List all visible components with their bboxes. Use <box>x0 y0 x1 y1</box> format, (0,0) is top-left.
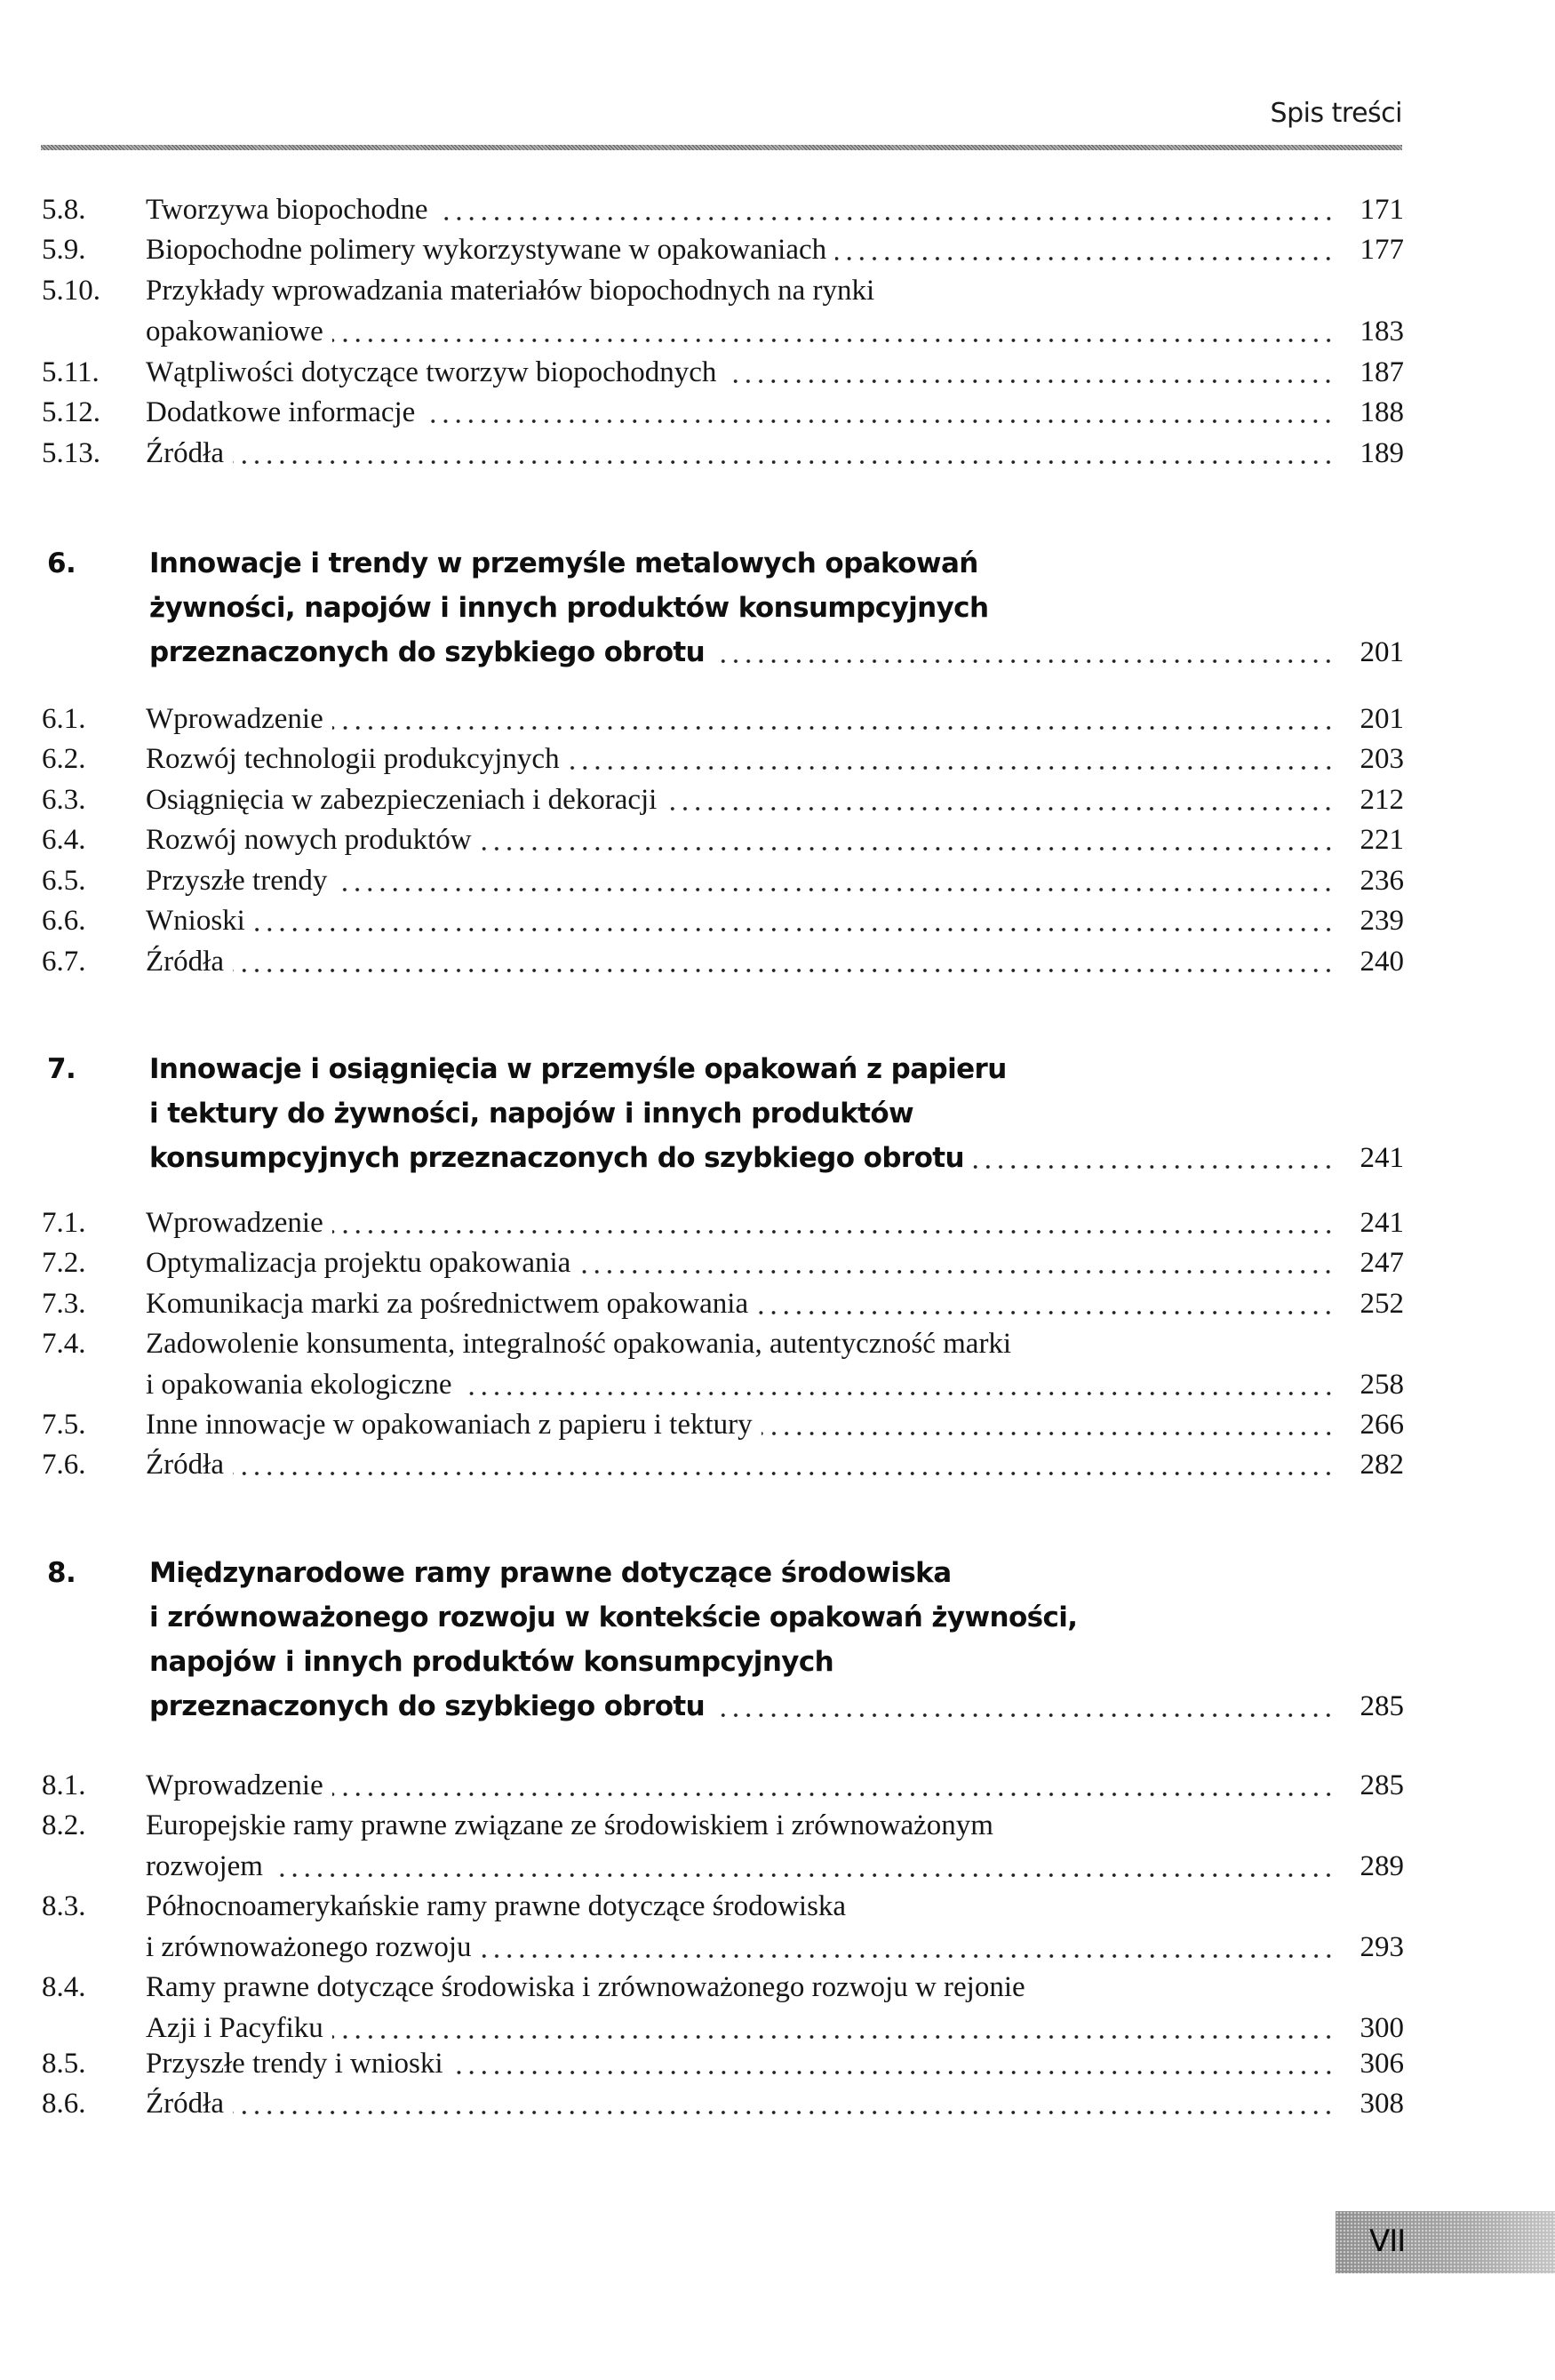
toc-section-entry <box>42 1449 1404 1488</box>
toc-entry-number: 5.8. <box>42 194 86 226</box>
toc-entry-title: Źródła <box>146 1449 224 1481</box>
toc-entry-number: 8.3. <box>42 1890 86 1922</box>
toc-section-entry <box>42 1890 1404 1929</box>
toc-entry-title: Innowacje i osiągnięcia w przemyśle opakowań z papieru <box>149 1053 1007 1085</box>
toc-section-entry <box>42 1288 1404 1327</box>
dot-leader <box>714 659 1335 663</box>
toc-entry-page-number: 171 <box>1360 194 1404 226</box>
toc-entry-line <box>146 437 1404 469</box>
toc-entry-page-number: 201 <box>1360 703 1404 735</box>
dot-leader <box>725 379 1335 383</box>
dot-leader <box>254 928 1335 931</box>
toc-entry-page-number: 306 <box>1360 2048 1404 2080</box>
dot-leader <box>233 2111 1335 2114</box>
dot-leader <box>233 1472 1335 1475</box>
toc-entry-title: Azji i Pacyfiku <box>146 2011 323 2044</box>
toc-entry-number: 7.5. <box>42 1409 86 1441</box>
toc-entry-number: 6.2. <box>42 743 86 775</box>
toc-entry-line <box>146 1288 1404 1320</box>
toc-section-entry <box>42 2048 1404 2087</box>
toc-entry-title: Ramy prawne dotyczące środowiska i zrównoważonego rozwoju w rejonie <box>146 1971 1025 2003</box>
toc-entry-line <box>146 1890 1404 1922</box>
toc-entry-number: 7.3. <box>42 1288 86 1320</box>
toc-section-entry <box>42 824 1404 863</box>
toc-entry-title: Wątpliwości dotyczące tworzyw biopochodnych <box>146 356 717 388</box>
toc-entry-number: 5.13. <box>42 437 100 469</box>
dot-leader <box>424 419 1335 423</box>
toc-entry-line <box>146 1809 1404 1841</box>
toc-entry-title: Przyszłe trendy i wnioski <box>146 2048 443 2080</box>
toc-entry-line <box>146 275 1404 307</box>
toc-entry-title: Optymalizacja projektu opakowania <box>146 1247 571 1279</box>
toc-entry-line <box>146 2048 1404 2080</box>
toc-entry-number: 6.7. <box>42 946 86 978</box>
toc-entry-page-number: 300 <box>1360 2011 1404 2044</box>
toc-entry-title: Dodatkowe informacje <box>146 396 416 428</box>
toc-entry-page-number: 201 <box>1360 636 1404 668</box>
toc-entry-title: Północnoamerykańskie ramy prawne dotyczące środowiska <box>146 1890 847 1922</box>
toc-entry-page-number: 247 <box>1360 1247 1404 1279</box>
toc-entry-number: 6.3. <box>42 784 86 816</box>
toc-entry-line <box>149 1646 1404 1678</box>
toc-section-entry <box>42 437 1404 476</box>
toc-entry-title: Tworzywa biopochodne <box>146 194 428 226</box>
toc-chapter-entry <box>42 1646 1404 1685</box>
toc-entry-title: i opakowania ekologiczne <box>146 1368 452 1401</box>
toc-entry-page-number: 189 <box>1360 437 1404 469</box>
toc-section-entry <box>42 946 1404 985</box>
toc-entry-line <box>146 1931 1404 1963</box>
dot-leader <box>437 217 1335 220</box>
toc-entry-title: Źródła <box>146 437 224 469</box>
toc-entry-title: konsumpcyjnych przeznaczonych do szybkiego obrotu <box>149 1142 964 1174</box>
toc-chapter-entry <box>42 1053 1404 1092</box>
toc-chapter-entry <box>42 547 1404 587</box>
toc-chapter-entry <box>42 1098 1404 1137</box>
toc-entry-page-number: 212 <box>1360 784 1404 816</box>
toc-section-entry <box>42 1207 1404 1246</box>
dot-leader <box>233 969 1335 972</box>
toc-entry-line <box>146 194 1404 226</box>
dot-leader <box>233 460 1335 464</box>
toc-entry-page-number: 203 <box>1360 743 1404 775</box>
toc-entry-title: Zadowolenie konsumenta, integralność opakowania, autentyczność marki <box>146 1328 1012 1360</box>
dot-leader <box>332 726 1335 730</box>
toc-entry-title: i zrównoważonego rozwoju w kontekście opakowań żywności, <box>149 1601 1078 1633</box>
running-head-title: Spis treści <box>1270 98 1402 129</box>
dot-leader <box>481 1954 1335 1958</box>
dot-leader <box>481 847 1335 851</box>
toc-entry-line <box>149 1142 1404 1174</box>
dot-leader <box>666 807 1335 811</box>
toc-entry-line <box>149 547 1404 579</box>
toc-entry-title: Przyszłe trendy <box>146 865 328 897</box>
dot-leader <box>332 2035 1335 2039</box>
toc-entry-page-number: 293 <box>1360 1930 1404 1963</box>
toc-section-entry <box>42 1409 1404 1448</box>
dot-leader <box>762 1432 1335 1435</box>
toc-section-entry <box>42 743 1404 782</box>
dot-leader <box>579 1270 1335 1274</box>
toc-entry-line <box>146 1247 1404 1279</box>
toc-entry-page-number: 241 <box>1360 1142 1404 1174</box>
toc-entry-page-number: 282 <box>1360 1449 1404 1481</box>
toc-entry-line <box>149 1098 1404 1130</box>
toc-entry-page-number: 221 <box>1360 824 1404 856</box>
toc-entry-number: 8.2. <box>42 1809 86 1841</box>
toc-entry-line <box>149 636 1404 668</box>
toc-entry-number: 6.6. <box>42 905 86 937</box>
toc-entry-page-number: 236 <box>1360 865 1404 897</box>
dot-leader <box>452 2071 1335 2074</box>
toc-entry-line <box>146 1449 1404 1481</box>
toc-chapter-entry <box>42 1557 1404 1596</box>
toc-section-entry <box>42 396 1404 435</box>
toc-entry-page-number: 252 <box>1360 1288 1404 1320</box>
dot-leader <box>332 1793 1335 1796</box>
toc-chapter-entry <box>42 1142 1404 1181</box>
toc-entry-number: 8.1. <box>42 1769 86 1801</box>
toc-entry-title: Rozwój nowych produktów <box>146 824 472 856</box>
toc-entry-title: Przykłady wprowadzania materiałów biopochodnych na rynki <box>146 275 875 307</box>
toc-entry-line <box>146 905 1404 937</box>
toc-section-entry <box>42 1328 1404 1367</box>
header-rule-divider <box>41 145 1402 150</box>
toc-entry-line <box>146 1207 1404 1239</box>
toc-entry-line <box>146 946 1404 978</box>
toc-entry-title: przeznaczonych do szybkiego obrotu <box>149 636 706 668</box>
toc-entry-title: żywności, napojów i innych produktów konsumpcyjnych <box>149 592 989 624</box>
toc-entry-title: opakowaniowe <box>146 315 323 347</box>
toc-entry-number: 8. <box>47 1557 76 1589</box>
dot-leader <box>332 1230 1335 1234</box>
toc-entry-number: 6.1. <box>42 703 86 735</box>
toc-entry-page-number: 239 <box>1360 905 1404 937</box>
toc-section-entry <box>42 784 1404 823</box>
toc-entry-number: 8.5. <box>42 2048 86 2080</box>
dot-leader <box>332 339 1335 342</box>
dot-leader <box>835 257 1335 260</box>
toc-entry-number: 5.9. <box>42 234 86 266</box>
toc-entry-line <box>149 1690 1404 1722</box>
toc-entry-number: 5.12. <box>42 396 100 428</box>
toc-chapter-entry <box>42 636 1404 675</box>
toc-entry-page-number: 183 <box>1360 315 1404 347</box>
toc-entry-title: Międzynarodowe ramy prawne dotyczące środowiska <box>149 1557 952 1589</box>
toc-entry-line <box>146 356 1404 388</box>
toc-entry-page-number: 285 <box>1360 1769 1404 1801</box>
toc-section-entry <box>42 1369 1404 1408</box>
toc-entry-page-number: 188 <box>1360 396 1404 428</box>
toc-entry-line <box>146 234 1404 266</box>
toc-entry-line <box>146 784 1404 816</box>
toc-entry-title: Biopochodne polimery wykorzystywane w opakowaniach <box>146 234 827 266</box>
toc-entry-number: 5.10. <box>42 275 100 307</box>
toc-section-entry <box>42 703 1404 742</box>
dot-leader <box>757 1311 1335 1314</box>
toc-entry-line <box>146 865 1404 897</box>
toc-section-entry <box>42 1850 1404 1889</box>
dot-leader <box>569 766 1335 770</box>
toc-section-entry <box>42 2012 1404 2051</box>
toc-section-entry <box>42 865 1404 904</box>
toc-entry-number: 6. <box>47 547 76 579</box>
toc-entry-number: 7.4. <box>42 1328 86 1360</box>
toc-entry-line <box>146 824 1404 856</box>
toc-entry-title: i zrównoważonego rozwoju <box>146 1930 472 1963</box>
page-number-badge <box>1336 2211 1555 2273</box>
toc-entry-title: Europejskie ramy prawne związane ze środowiskiem i zrównoważonym <box>146 1809 993 1841</box>
toc-entry-page-number: 308 <box>1360 2088 1404 2120</box>
toc-section-entry <box>42 1809 1404 1849</box>
toc-section-entry <box>42 234 1404 273</box>
toc-entry-line <box>146 1850 1404 1882</box>
toc-entry-title: i tektury do żywności, napojów i innych produktów <box>149 1098 914 1130</box>
toc-chapter-entry <box>42 592 1404 631</box>
toc-entry-page-number: 258 <box>1360 1368 1404 1401</box>
toc-entry-title: Wprowadzenie <box>146 1769 323 1801</box>
toc-entry-number: 5.11. <box>42 356 100 388</box>
toc-section-entry <box>42 275 1404 314</box>
toc-entry-number: 7.1. <box>42 1207 86 1239</box>
toc-entry-number: 7. <box>47 1053 76 1085</box>
dot-leader <box>272 1873 1335 1877</box>
toc-entry-line <box>146 1769 1404 1801</box>
toc-entry-title: Źródła <box>146 946 224 978</box>
toc-entry-page-number: 266 <box>1360 1409 1404 1441</box>
toc-entry-page-number: 187 <box>1360 356 1404 388</box>
toc-chapter-entry <box>42 1690 1404 1729</box>
toc-entry-page-number: 289 <box>1360 1849 1404 1882</box>
toc-entry-page-number: 240 <box>1360 946 1404 978</box>
dot-leader <box>336 888 1335 891</box>
toc-section-entry <box>42 1931 1404 1970</box>
toc-entry-line <box>149 1053 1404 1085</box>
toc-entry-title: Komunikacja marki za pośrednictwem opakowania <box>146 1288 749 1320</box>
dot-leader <box>461 1392 1335 1395</box>
toc-entry-line <box>146 1971 1404 2003</box>
toc-section-entry <box>42 1769 1404 1809</box>
toc-entry-page-number: 177 <box>1360 234 1404 266</box>
toc-entry-title: Wnioski <box>146 905 245 937</box>
toc-entry-line <box>146 1328 1404 1360</box>
toc-entry-number: 8.6. <box>42 2088 86 2120</box>
toc-entry-line <box>146 396 1404 428</box>
toc-entry-line <box>146 703 1404 735</box>
toc-entry-page-number: 285 <box>1360 1690 1404 1722</box>
toc-entry-line <box>146 1409 1404 1441</box>
toc-section-entry <box>42 2088 1404 2127</box>
toc-entry-line <box>149 592 1404 624</box>
toc-entry-number: 6.5. <box>42 865 86 897</box>
toc-entry-title: Rozwój technologii produkcyjnych <box>146 743 560 775</box>
toc-entry-title: Inne innowacje w opakowaniach z papieru i tektury <box>146 1409 753 1441</box>
dot-leader <box>973 1165 1335 1169</box>
page-number: VII <box>1369 2224 1406 2259</box>
toc-entry-title: napojów i innych produktów konsumpcyjnych <box>149 1646 834 1678</box>
toc-entry-line <box>146 743 1404 775</box>
toc-entry-title: Wprowadzenie <box>146 703 323 735</box>
toc-entry-line <box>146 2088 1404 2120</box>
toc-entry-title: Źródła <box>146 2088 224 2120</box>
toc-section-entry <box>42 315 1404 355</box>
toc-entry-title: Innowacje i trendy w przemyśle metalowych opakowań <box>149 547 978 579</box>
toc-entry-line <box>146 1369 1404 1401</box>
toc-chapter-entry <box>42 1601 1404 1641</box>
toc-entry-number: 7.2. <box>42 1247 86 1279</box>
toc-entry-title: przeznaczonych do szybkiego obrotu <box>149 1690 706 1722</box>
toc-entry-number: 8.4. <box>42 1971 86 2003</box>
toc-section-entry <box>42 356 1404 395</box>
toc-entry-title: Wprowadzenie <box>146 1207 323 1239</box>
toc-entry-line <box>149 1601 1404 1633</box>
toc-entry-title: rozwojem <box>146 1849 263 1882</box>
toc-entry-line <box>146 315 1404 347</box>
toc-section-entry <box>42 1971 1404 2010</box>
toc-section-entry <box>42 1247 1404 1286</box>
toc-entry-number: 6.4. <box>42 824 86 856</box>
dot-leader <box>714 1713 1335 1717</box>
toc-entry-number: 7.6. <box>42 1449 86 1481</box>
toc-entry-line <box>146 2012 1404 2044</box>
toc-entry-title: Osiągnięcia w zabezpieczeniach i dekoracji <box>146 784 658 816</box>
toc-entry-page-number: 241 <box>1360 1207 1404 1239</box>
toc-section-entry <box>42 194 1404 233</box>
toc-entry-line <box>149 1557 1404 1589</box>
toc-section-entry <box>42 905 1404 944</box>
